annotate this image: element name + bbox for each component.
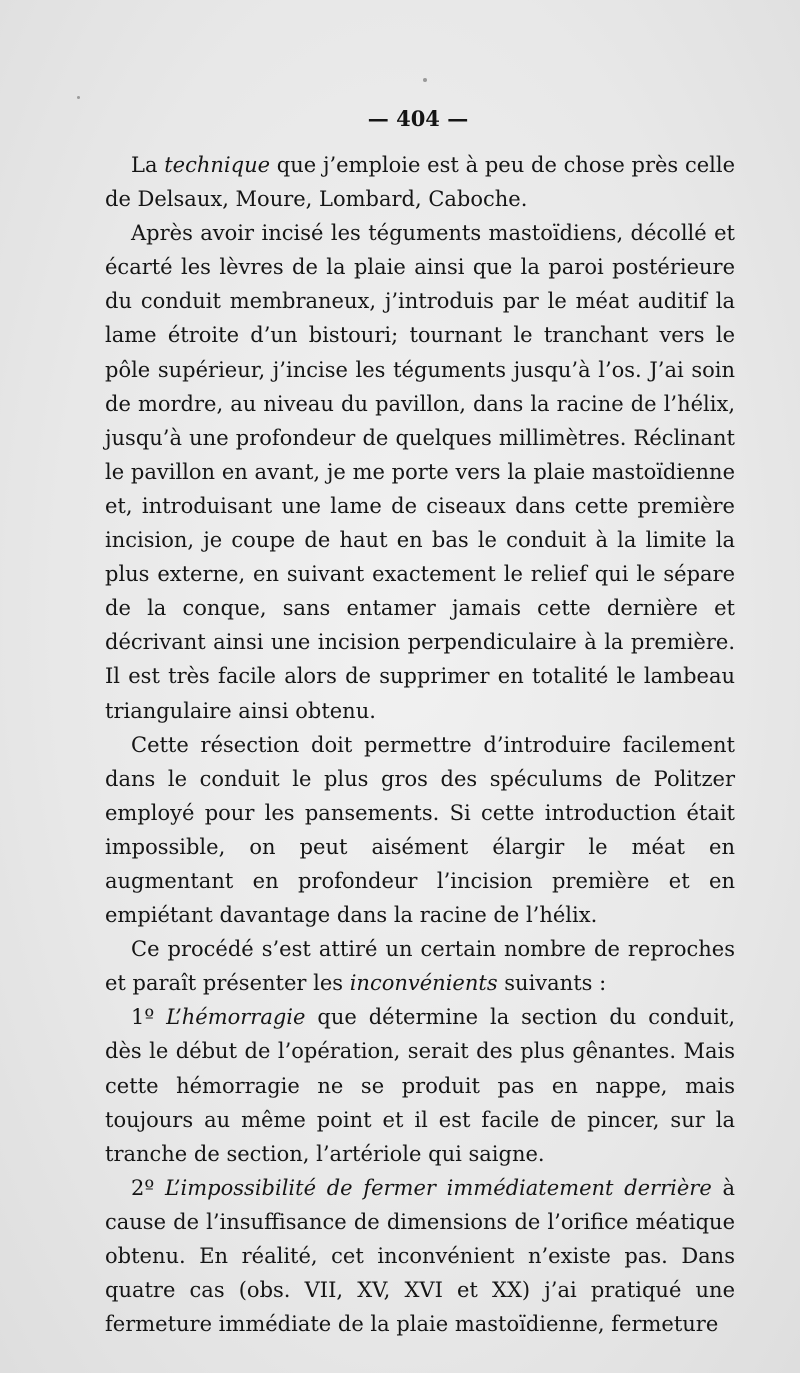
paragraph-text: Cette résection doit permettre d’introduire facilement dans le conduit le plus gros des spéculums de Politzer employé pour les pansements. Si cette introduction était impossible, on peut aisément élargir le méat en augmentant en profondeur l’incision première et en empiétant davantage dans la racine de l’hélix. xyxy=(105,732,735,928)
paragraph xyxy=(105,728,735,933)
paragraph-text: 1º xyxy=(131,1005,167,1030)
page-body-text xyxy=(105,148,735,1341)
paragraph-text: Ce procédé s’est attiré un certain nombre de reproches et paraît présenter les xyxy=(105,937,735,996)
paragraph xyxy=(105,1000,735,1170)
paragraph xyxy=(105,148,735,216)
italic-text: L’impossibilité de fermer immédiatement derrière xyxy=(164,1175,712,1200)
paragraph-text: que j’emploie est à peu de chose près celle de Delsaux, Moure, Lombard, Caboche. xyxy=(105,153,736,212)
paragraph-text: Après avoir incisé les téguments mastoïdiens, décollé et écarté les lèvres de la plaie ainsi que la paroi postérieure du conduit membraneux, j’introduis par le méat auditif la lame étroite d’un bistouri; tournant le tranchant vers le pôle supérieur, j’incise les téguments jusqu’à l’os. J’ai soin de mordre, au niveau du pavillon, dans la racine de l’hélix, jusqu’à une profondeur de quelques millimètres. Réclinant le pavillon en avant, je me porte vers la plaie mastoïdienne et, introduisant une lame de ciseaux dans cette première incision, je coupe de haut en bas le conduit à la limite la plus externe, en suivant exactement le relief qui le sépare de la conque, sans entamer jamais cette dernière et décrivant ainsi une incision perpendiculaire à la première. Il est très facile alors de supprimer en totalité le lambeau triangulaire ainsi obtenu. xyxy=(105,221,735,723)
paragraph-text: 2º xyxy=(131,1175,165,1200)
italic-text: technique xyxy=(164,153,271,177)
paragraph xyxy=(105,932,735,1000)
paragraph-text: La xyxy=(131,153,165,177)
paragraph xyxy=(105,1171,735,1341)
paragraph-text: à cause de l’insuffisance de dimensions de l’orifice méatique obtenu. En réalité, cet inconvénient n’existe pas. Dans quatre cas (obs. VII, XV, XVI et XX) j’ai pratiqué une fermeture immédiate de la plaie mastoïdienne, fermeture xyxy=(105,1175,735,1337)
italic-text: L’hémorragie xyxy=(166,1005,306,1030)
paragraph xyxy=(105,216,735,727)
ink-speck xyxy=(77,96,80,99)
paragraph-text: que détermine la section du conduit, dès le début de l’opération, serait des plus gênantes. Mais cette hémorragie ne se produit pas en nappe, mais toujours au même point et il est facile de pincer, sur la tranche de section, l’artériole qui saigne. xyxy=(105,1005,735,1166)
page-number: — 404 — xyxy=(367,106,469,131)
paragraph-text: suivants : xyxy=(497,971,607,996)
ink-speck xyxy=(423,78,427,82)
italic-text: inconvénients xyxy=(349,971,498,996)
